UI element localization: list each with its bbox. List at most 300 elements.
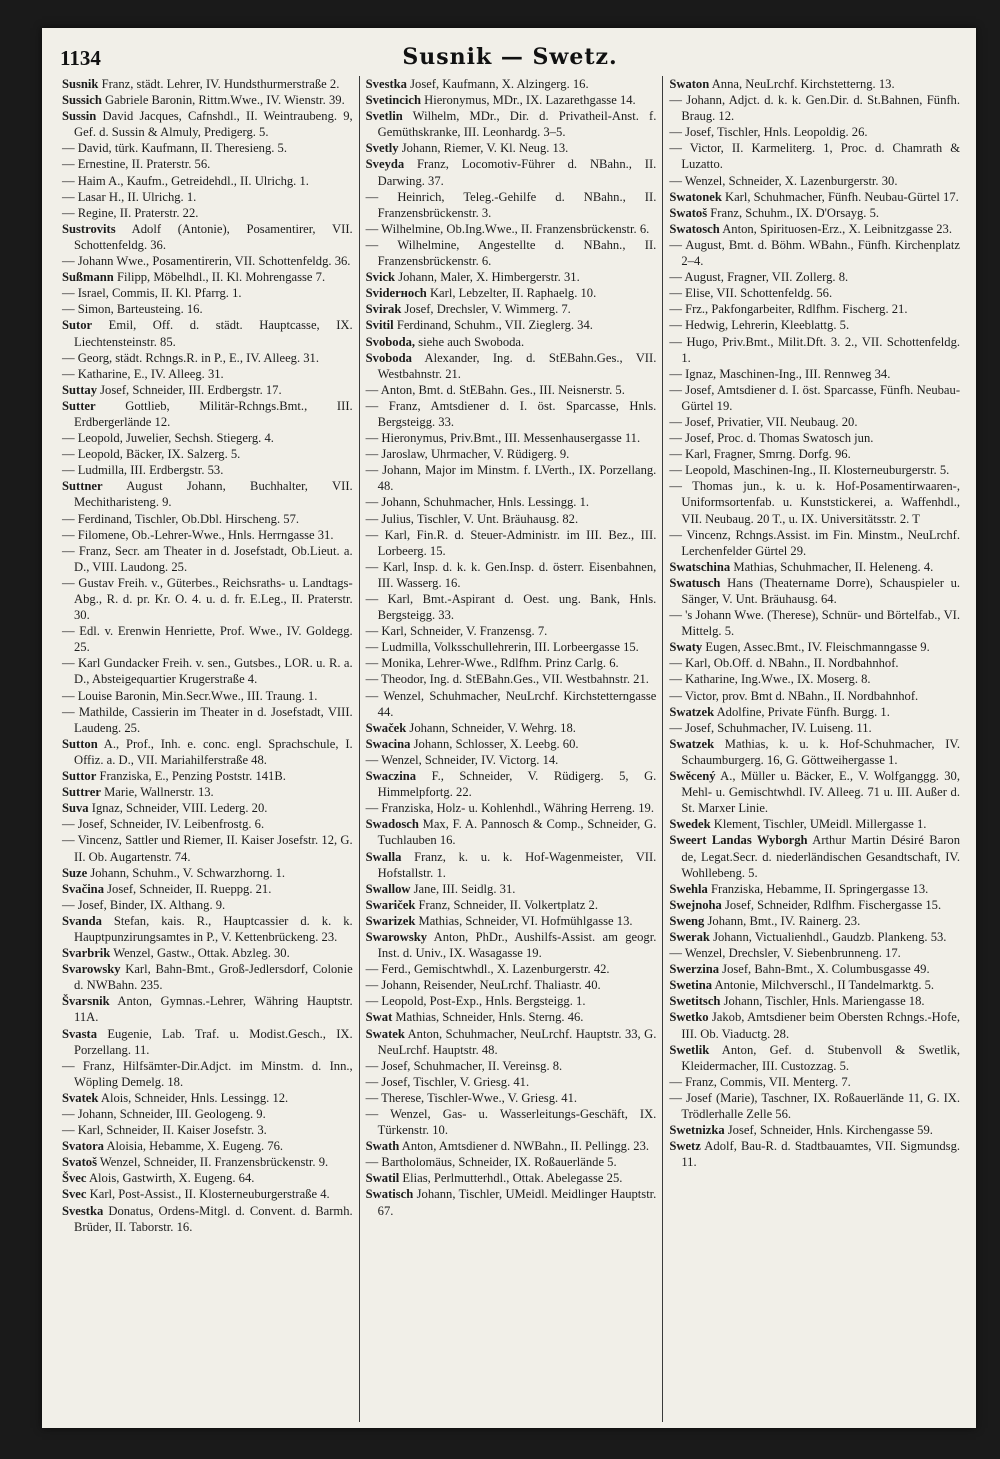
column-1 (56, 76, 360, 1422)
entry-details: Elias, Perlmutterhdl., Ottak. Abelegasse 25. (399, 1171, 623, 1186)
entry-surname: Swerak (669, 929, 710, 944)
entry-details: — Ferdinand, Tischler, Ob.Dbl. Hirscheng. 57. (62, 511, 300, 526)
entry-details: — Lasar H., II. Ulrichg. 1. (62, 189, 197, 204)
directory-entry (62, 704, 353, 736)
entry-details: — Josef, Proc. d. Thomas Swatosch jun. (669, 431, 874, 446)
entry-details: — Wenzel, Schneider, IV. Victorg. 14. (365, 752, 559, 767)
entry-details: Franz, städt. Lehrer, IV. Hundsthurmerstraße 2. (98, 77, 340, 91)
directory-entry (366, 301, 657, 317)
entry-surname: Svetlin (365, 109, 403, 124)
directory-entry (669, 76, 960, 92)
entry-details: Stefan, kais. R., Hauptcassier d. k. k. Hauptpunzirungsamtes in P., V. Kettenbrückeng. 23. (74, 913, 353, 944)
entry-details: — Anton, Bmt. d. StEBahn. Ges., III. Neisnerstr. 5. (365, 382, 625, 397)
entry-surname: Sustrovits (62, 221, 116, 236)
entry-details: F., Schneider, V. Rüdigerg. 5, G. Himmelpfortg. 22. (377, 769, 657, 800)
directory-entry (62, 446, 353, 462)
entry-details: — Johann, Major im Minstm. f. LVerth., IX. Porzellang. 48. (365, 463, 657, 494)
entry-details: — Josef, Schuhmacher, II. Vereinsg. 8. (365, 1058, 563, 1073)
entry-details: — Victor, II. Karmeliterg. 1, Proc. d. Chamrath & Luzatto. (669, 141, 961, 172)
directory-entry (366, 913, 657, 929)
directory-entry (366, 334, 657, 350)
directory-entry (62, 800, 353, 816)
entry-surname: Svatora (62, 1139, 104, 1154)
directory-entry (62, 269, 353, 285)
entry-surname: Swarowsky (365, 929, 428, 944)
directory-entry (366, 1074, 657, 1090)
entry-details: — Louise Baronin, Min.Secr.Wwe., III. Traung. 1. (62, 688, 318, 703)
entry-details: Josef, Drechsler, V. Wimmerg. 7. (401, 302, 571, 317)
entry-details: Adolf, Bau-R. d. Stadtbauamtes, VII. Sigmundsg. 11. (681, 1139, 961, 1170)
entry-surname: Swarizek (365, 913, 416, 928)
entry-details: — Johann, Schuhmacher, Hnls. Lessingg. 1. (365, 495, 590, 510)
entry-details: Karl, Schuhmacher, Fünfh. Neubau-Gürtel 17. (721, 189, 959, 204)
entry-surname: Svirak (365, 302, 402, 317)
entry-surname: Swatisch (365, 1187, 414, 1202)
directory-entry (366, 1106, 657, 1138)
entry-surname: Suze (62, 865, 88, 880)
directory-entry (62, 865, 353, 881)
entry-details: — Franz, Commis, VII. Menterg. 7. (669, 1074, 851, 1089)
entry-details: — Elise, VII. Schottenfeldg. 56. (669, 286, 833, 301)
directory-entry (366, 736, 657, 752)
directory-entry (366, 1154, 657, 1170)
entry-surname: Svitil (365, 318, 394, 333)
directory-entry (366, 881, 657, 897)
directory-entry (62, 575, 353, 623)
entry-details: — Johann, Schneider, III. Geologeng. 9. (62, 1107, 266, 1121)
directory-entry (62, 478, 353, 510)
entry-surname: Svetincich (365, 93, 421, 108)
directory-entry (669, 607, 960, 639)
directory-entry (366, 800, 657, 816)
entry-details: Josef, Bahn-Bmt., X. Columbusgasse 49. (719, 962, 930, 977)
entry-details: Franz, Schneider, II. Volkertplatz 2. (415, 897, 598, 912)
entry-details: — Josef, Tischler, Hnls. Leopoldig. 26. (669, 125, 868, 140)
entry-surname: Suttrer (62, 785, 101, 800)
entry-details: — Heinrich, Teleg.-Gehilfe d. NBahn., II. Franzensbrückenstr. 3. (365, 189, 657, 220)
entry-details: — Bartholomäus, Schneider, IX. Roßauerlände 5. (365, 1155, 617, 1170)
directory-entry (62, 253, 353, 269)
entry-details: Adolf (Antonie), Posamentirer, VII. Schottenfeldg. 36. (74, 221, 353, 252)
entry-surname: Swacina (365, 736, 411, 751)
entry-surname: Svarowsky (62, 962, 121, 977)
entry-details: Aloisia, Hebamme, X. Eugeng. 76. (103, 1139, 284, 1154)
directory-entry (366, 494, 657, 510)
entry-details: Arthur Martin Désiré Baron de, Legat.Secr. d. niederländischen Gesandtschaft, IV. Wohllebeng. 5. (681, 833, 961, 880)
entry-details: Hans (Theatername Dorre), Schauspieler u. Sänger, V. Unt. Bräuhausg. 64. (681, 575, 961, 606)
entry-details: — Wenzel, Gas- u. Wasserleitungs-Geschäft, IX. Türkenstr. 10. (365, 1107, 657, 1138)
entry-details: Wenzel, Schneider, II. Franzensbrückenstr. 9. (97, 1155, 329, 1170)
entry-details: Alois, Schneider, Hnls. Lessingg. 12. (98, 1090, 289, 1105)
entry-surname: Swetlik (669, 1042, 710, 1057)
directory-entry (669, 736, 960, 768)
entry-surname: Swetina (669, 978, 713, 993)
directory-entry (366, 671, 657, 687)
directory-entry (669, 945, 960, 961)
entry-surname: Swatosch (669, 221, 720, 236)
directory-entry (669, 816, 960, 832)
directory-entry (669, 446, 960, 462)
entry-details: Franziska, E., Penzing Poststr. 141B. (96, 769, 286, 784)
entry-details: Alexander, Ing. d. StEBahn.Ges., VII. Westbahnstr. 21. (377, 350, 657, 381)
entry-details: — August, Fragner, VII. Zollerg. 8. (669, 270, 849, 285)
directory-entry (669, 221, 960, 237)
entry-details: — Vincenz, Sattler und Riemer, II. Kaiser Josefstr. 12, G. II. Ob. Augartenstr. 74. (62, 833, 353, 864)
entry-surname: Suva (62, 801, 89, 816)
entry-details: Gabriele Baronin, Rittm.Wwe., IV. Wienstr. 39. (101, 93, 345, 108)
entry-details: A., Müller u. Bäcker, E., V. Wolfganggg. 30, Mehl- u. Gemischtwhdl. IV. Alleeg. 71 u. III. Außer d. St. Marxer Linie. (681, 769, 961, 816)
entry-details: Max, F. A. Pannosch & Comp., Schneider, G. Tuchlauben 16. (377, 817, 657, 848)
entry-surname: Swehla (669, 881, 708, 896)
directory-entry (669, 237, 960, 269)
directory-entry (669, 1009, 960, 1041)
entry-surname: Suttay (62, 382, 97, 397)
directory-entry (366, 398, 657, 430)
directory-entry (669, 189, 960, 205)
directory-entry (62, 221, 353, 253)
entry-surname: Sussin (62, 109, 97, 124)
entry-details: — Edl. v. Erenwin Henriette, Prof. Wwe., IV. Goldegg. 25. (62, 624, 353, 655)
entry-surname: Swaty (669, 640, 703, 655)
directory-entry (62, 688, 353, 704)
directory-entry (366, 623, 657, 639)
directory-entry (62, 1106, 353, 1122)
entry-details: — Karl, Fin.R. d. Steuer-Administr. im III. Bez., III. Lorbeerg. 15. (365, 527, 657, 558)
entry-details: — Wenzel, Schuhmacher, NeuLrchf. Kirchstetterngasse 44. (365, 688, 657, 719)
running-title: Susnik — Swetz. (402, 44, 618, 70)
directory-entry (669, 140, 960, 172)
directory-entry (669, 366, 960, 382)
entry-details: — Karl, Schneider, V. Franzensg. 7. (365, 624, 548, 639)
directory-entry (366, 446, 657, 462)
directory-entry (366, 1009, 657, 1025)
entry-details: Eugenie, Lab. Traf. u. Modist.Gesch., IX. Porzellang. 11. (74, 1026, 353, 1057)
entry-surname: Svoboda (365, 350, 412, 365)
directory-entry (366, 768, 657, 800)
directory-entry (669, 430, 960, 446)
entry-columns (56, 76, 966, 1422)
entry-surname: Svestka (62, 1203, 104, 1218)
directory-entry (62, 430, 353, 446)
directory-entry (669, 1042, 960, 1074)
column-2 (360, 76, 664, 1422)
entry-surname: Suttor (62, 769, 97, 784)
entry-details: Anton, Schuhmacher, NeuLrchf. Hauptstr. 33, G. NeuLrchf. Hauptstr. 48. (377, 1026, 657, 1057)
entry-details: — Haim A., Kaufm., Getreidehdl., II. Ulrichg. 1. (62, 173, 309, 188)
entry-surname: Svestka (365, 77, 407, 91)
entry-details: Mathias, k. u. k. Hof-Schuhmacher, IV. Schaumburgerg. 16, G. Göttweihergasse 1. (681, 736, 961, 767)
entry-details: Josef, Schneider, Rdlfhm. Fischergasse 15. (721, 897, 942, 912)
directory-entry (669, 897, 960, 913)
directory-entry (62, 655, 353, 687)
directory-entry (366, 189, 657, 221)
entry-surname: Svarbrik (62, 946, 111, 961)
entry-details: August Johann, Buchhalter, VII. Mechitharisteng. 9. (74, 479, 353, 510)
entry-surname: Svačina (62, 881, 104, 896)
directory-entry (366, 591, 657, 623)
entry-details: — Hedwig, Lehrerin, Kleeblattg. 5. (669, 318, 850, 333)
directory-entry (669, 704, 960, 720)
entry-details: — Leopold, Juwelier, Sechsh. Stiegerg. 4. (62, 431, 274, 446)
directory-entry (62, 897, 353, 913)
directory-entry (366, 1138, 657, 1154)
entry-surname: Sweng (669, 913, 705, 928)
entry-surname: Svetly (365, 141, 399, 156)
entry-details: Donatus, Ordens-Mitgl. d. Convent. d. Barmh. Brüder, II. Taborstr. 16. (74, 1203, 353, 1234)
entry-surname: Swallow (365, 881, 411, 896)
directory-entry (366, 156, 657, 188)
directory-page (42, 28, 976, 1428)
entry-details: Johann, Schuhm., V. Schwarzhorng. 1. (87, 865, 286, 880)
directory-entry (62, 285, 353, 301)
directory-entry (62, 382, 353, 398)
directory-entry (669, 671, 960, 687)
entry-surname: Sveyda (365, 157, 405, 172)
entry-details: Josef, Schneider, Hnls. Kirchengasse 59. (724, 1123, 933, 1138)
entry-details: — Vincenz, Rchngs.Assist. im Fin. Minstm., NeuLrchf. Lerchenfelder Gürtel 29. (669, 527, 961, 558)
entry-details: Anton, Amtsdiener d. NWBahn., II. Pellingg. 23. (399, 1139, 650, 1154)
directory-entry (669, 124, 960, 140)
directory-entry (669, 1090, 960, 1122)
entry-details: A., Prof., Inh. e. conc. engl. Sprachschule, I. Offiz. a. D., VII. Mariahilferstraße 48. (74, 736, 353, 767)
entry-details: — Monika, Lehrer-Wwe., Rdlfhm. Prinz Carlg. 6. (365, 656, 619, 671)
directory-entry (62, 1090, 353, 1106)
directory-entry (366, 430, 657, 446)
directory-entry (669, 382, 960, 414)
entry-surname: Sutton (62, 736, 98, 751)
entry-surname: Swatonek (669, 189, 722, 204)
entry-surname: Swat (365, 1010, 393, 1025)
entry-surname: Svec (62, 1187, 87, 1202)
entry-details: Gottlieb, Militär-Rchngs.Bmt., III. Erdbergerlände 12. (74, 398, 353, 429)
entry-surname: Švec (62, 1171, 87, 1186)
directory-entry (366, 269, 657, 285)
entry-details: Karl, Bahn-Bmt., Groß-Jedlersdorf, Colonie d. NWBahn. 235. (74, 962, 353, 993)
entry-details: Mathias, Schneider, Hnls. Sterng. 46. (392, 1010, 584, 1025)
directory-entry (366, 961, 657, 977)
directory-entry (669, 961, 960, 977)
directory-entry (669, 1122, 960, 1138)
entry-details: Franziska, Hebamme, II. Springergasse 13. (707, 881, 929, 896)
entry-surname: Swatzek (669, 704, 715, 719)
directory-entry (62, 784, 353, 800)
entry-surname: Swariček (365, 897, 416, 912)
directory-entry (669, 688, 960, 704)
directory-entry (366, 977, 657, 993)
entry-surname: Švarsnik (62, 994, 110, 1009)
entry-details: Franz, k. u. k. Hof-Wagenmeister, VII. Hofstallstr. 1. (377, 849, 657, 880)
entry-details: Marie, Wallnerstr. 13. (100, 785, 214, 800)
directory-entry (62, 76, 353, 92)
entry-surname: Swetko (669, 1010, 709, 1025)
directory-entry (366, 1170, 657, 1186)
entry-details: — Karl, Ob.Off. d. NBahn., II. Nordbahnhof. (669, 656, 899, 671)
entry-details: Emil, Off. d. städt. Hauptcasse, IX. Liechtensteinstr. 85. (74, 318, 353, 349)
directory-entry (366, 108, 657, 140)
entry-details: — Johann, Reisender, NeuLrchf. Thaliastr. 40. (365, 978, 601, 993)
entry-surname: Sußmann (62, 270, 114, 285)
entry-surname: Svick (365, 270, 396, 285)
entry-details: — Theodor, Ing. d. StEBahn.Ges., VII. Westbahnstr. 21. (365, 672, 649, 687)
entry-surname: Swerzina (669, 962, 720, 977)
entry-details: — Karl Gundacker Freih. v. sen., Gutsbes., LOR. u. R. a. D., Absteigequartier Krugerstraße 4. (62, 656, 353, 687)
directory-entry (669, 1138, 960, 1170)
entry-surname: Swatek (365, 1026, 405, 1041)
entry-details: Johann, Bmt., IV. Rainerg. 23. (704, 913, 861, 928)
entry-details: siehe auch Swoboda. (415, 334, 525, 349)
directory-entry (669, 301, 960, 317)
directory-entry (62, 462, 353, 478)
directory-entry (669, 205, 960, 221)
directory-entry (62, 205, 353, 221)
entry-details: David Jacques, Cafnshdl., II. Weintraubeng. 9, Gef. d. Sussin & Almuly, Predigerg. 5. (74, 109, 353, 140)
entry-surname: Svasta (62, 1026, 97, 1041)
entry-details: — August, Bmt. d. Böhm. WBahn., Fünfh. Kirchenplatz 2–4. (669, 237, 961, 269)
entry-surname: Swaček (365, 720, 407, 735)
entry-details: Anton, Gymnas.-Lehrer, Währing Hauptstr. 11A. (74, 994, 353, 1025)
directory-entry (366, 140, 657, 156)
column-3 (663, 76, 966, 1422)
directory-entry (62, 961, 353, 993)
entry-details: — Ferd., Gemischtwhdl., X. Lazenburgerstr. 42. (365, 962, 610, 977)
directory-entry (366, 559, 657, 591)
entry-details: Filipp, Möbelhdl., II. Kl. Mohrengasse 7. (113, 270, 326, 285)
directory-entry (669, 639, 960, 655)
directory-entry (366, 897, 657, 913)
page-number: 1134 (60, 46, 101, 70)
directory-entry (669, 913, 960, 929)
entry-details: Mathias, Schuhmacher, II. Heleneng. 4. (730, 559, 934, 574)
directory-entry (669, 993, 960, 1009)
entry-surname: Swatzek (669, 736, 715, 751)
entry-details: Johann, Schneider, V. Wehrg. 18. (406, 720, 576, 735)
entry-details: Josef, Schneider, II. Rueppg. 21. (104, 881, 272, 896)
directory-entry (62, 1058, 353, 1090)
entry-details: — Karl, Insp. d. k. k. Gen.Insp. d. österr. Eisenbahnen, III. Wasserg. 16. (365, 559, 657, 590)
page-header (56, 42, 964, 78)
entry-details: Ignaz, Schneider, VIII. Lederg. 20. (88, 801, 268, 816)
entry-details: — Thomas jun., k. u. k. Hof-Posamentirwaaren-, Uniformsortenfab. u. Kunststickerei, a. Waffenhdl., VII. Neubaug. 20 T., u. IX. Universitätsstr. 2. T (669, 479, 961, 526)
directory-entry (62, 736, 353, 768)
entry-surname: Sussich (62, 93, 102, 108)
entry-surname: Sutter (62, 398, 96, 413)
directory-entry (669, 527, 960, 559)
entry-details: — Ignaz, Maschinen-Ing., III. Rennweg 34. (669, 366, 891, 381)
entry-details: Jakob, Amtsdiener beim Obersten Rchngs.-Hofe, III. Ob. Viaductg. 28. (681, 1010, 961, 1041)
entry-surname: Swaczina (365, 769, 417, 784)
entry-surname: Swath (365, 1139, 400, 1154)
entry-details: — Franz, Amtsdiener d. I. öst. Sparcasse, Hnls. Bergsteigg. 33. (365, 398, 657, 429)
entry-details: — Karl, Fragner, Smrng. Dorfg. 96. (669, 447, 851, 462)
entry-details: — David, türk. Kaufmann, II. Theresieng. 5. (62, 141, 287, 156)
entry-details: Alois, Gastwirth, X. Eugeng. 64. (86, 1171, 255, 1186)
entry-details: — Josef, Privatier, VII. Neubaug. 20. (669, 414, 858, 429)
directory-entry (62, 623, 353, 655)
directory-entry (366, 76, 657, 92)
entry-details: Eugen, Assec.Bmt., IV. Fleischmanngasse 9. (702, 640, 930, 655)
directory-entry (62, 511, 353, 527)
entry-surname: Swetz (669, 1139, 701, 1154)
directory-entry (669, 414, 960, 430)
entry-details: Antonie, Milchverschl., II Tandelmarktg. 5. (712, 978, 935, 993)
entry-details: — Franziska, Holz- u. Kohlenhdl., Währing Herreng. 19. (365, 801, 654, 816)
entry-details: — Leopold, Maschinen-Ing., II. Klosterneuburgerstr. 5. (669, 463, 950, 478)
entry-surname: Svanda (62, 913, 102, 928)
entry-details: — Hieronymus, Priv.Bmt., III. Messenhausergasse 11. (365, 431, 641, 446)
entry-details: — Regine, II. Praterstr. 22. (62, 205, 199, 220)
directory-entry (62, 543, 353, 575)
directory-entry (62, 317, 353, 349)
entry-details: — Leopold, Bäcker, IX. Salzerg. 5. (62, 447, 241, 462)
directory-entry (62, 832, 353, 864)
entry-surname: Swalla (365, 849, 402, 864)
entry-details: Franz, Schuhm., IX. D'Orsayg. 5. (707, 205, 880, 220)
entry-details: — Victor, prov. Bmt d. NBahn., II. Nordbahnhof. (669, 688, 919, 703)
directory-entry (366, 462, 657, 494)
directory-entry (62, 140, 353, 156)
directory-entry (62, 1203, 353, 1235)
entry-details: Anton, Gef. d. Stubenvoll & Swetlik, Kleidermacher, III. Custozzag. 5. (681, 1042, 961, 1073)
directory-entry (62, 816, 353, 832)
entry-surname: Swetitsch (669, 994, 721, 1009)
directory-entry (669, 269, 960, 285)
directory-entry (669, 720, 960, 736)
directory-entry (62, 1122, 353, 1138)
directory-entry (669, 559, 960, 575)
entry-details: — Franz, Secr. am Theater in d. Josefstadt, Ob.Lieut. a. D., VIII. Laudong. 25. (62, 543, 353, 574)
directory-entry (366, 639, 657, 655)
entry-surname: Svoboda, (365, 334, 416, 349)
entry-details: Wenzel, Gastw., Ottak. Abzleg. 30. (110, 946, 290, 961)
directory-entry (366, 92, 657, 108)
directory-entry (366, 285, 657, 301)
directory-entry (669, 462, 960, 478)
entry-surname: Swetnizka (669, 1123, 725, 1138)
directory-entry (669, 832, 960, 880)
directory-entry (669, 655, 960, 671)
directory-entry (669, 575, 960, 607)
directory-entry (62, 1138, 353, 1154)
entry-details: — Simon, Barteusteing. 16. (62, 302, 203, 317)
directory-entry (62, 527, 353, 543)
entry-surname: Susnik (62, 77, 99, 91)
entry-surname: Swatoš (669, 205, 708, 220)
entry-details: Anton, Spirituosen-Erz., X. Leibnitzgasse 23. (719, 221, 952, 236)
directory-entry (366, 655, 657, 671)
directory-entry (366, 1090, 657, 1106)
entry-details: Anna, NeuLrchf. Kirchstetterng. 13. (709, 77, 895, 91)
directory-entry (669, 478, 960, 526)
directory-entry (62, 1026, 353, 1058)
entry-details: Karl, Lebzelter, II. Raphaelg. 10. (426, 286, 597, 301)
entry-details: — Josef (Marie), Taschner, IX. Roßauerlände 11, G. IX. Trödlerhalle Zelle 56. (669, 1090, 961, 1121)
directory-entry (62, 156, 353, 172)
directory-entry (366, 511, 657, 527)
directory-entry (669, 1074, 960, 1090)
directory-entry (669, 173, 960, 189)
entry-details: Johann, Tischler, UMeidl. Meidlinger Hauptstr. 67. (377, 1187, 657, 1218)
entry-details: — Karl, Schneider, II. Kaiser Josefstr. 3. (62, 1123, 267, 1138)
entry-surname: Swejnoha (669, 897, 722, 912)
directory-entry (669, 977, 960, 993)
entry-details: — Julius, Tischler, V. Unt. Bräuhausg. 82. (365, 511, 579, 526)
directory-entry (366, 350, 657, 382)
entry-details: — Ernestine, II. Praterstr. 56. (62, 157, 211, 172)
entry-surname: Svatoš (62, 1155, 97, 1170)
entry-details: Josef, Schneider, III. Erdbergstr. 17. (97, 382, 282, 397)
directory-entry (62, 350, 353, 366)
entry-surname: Swatschina (669, 559, 731, 574)
